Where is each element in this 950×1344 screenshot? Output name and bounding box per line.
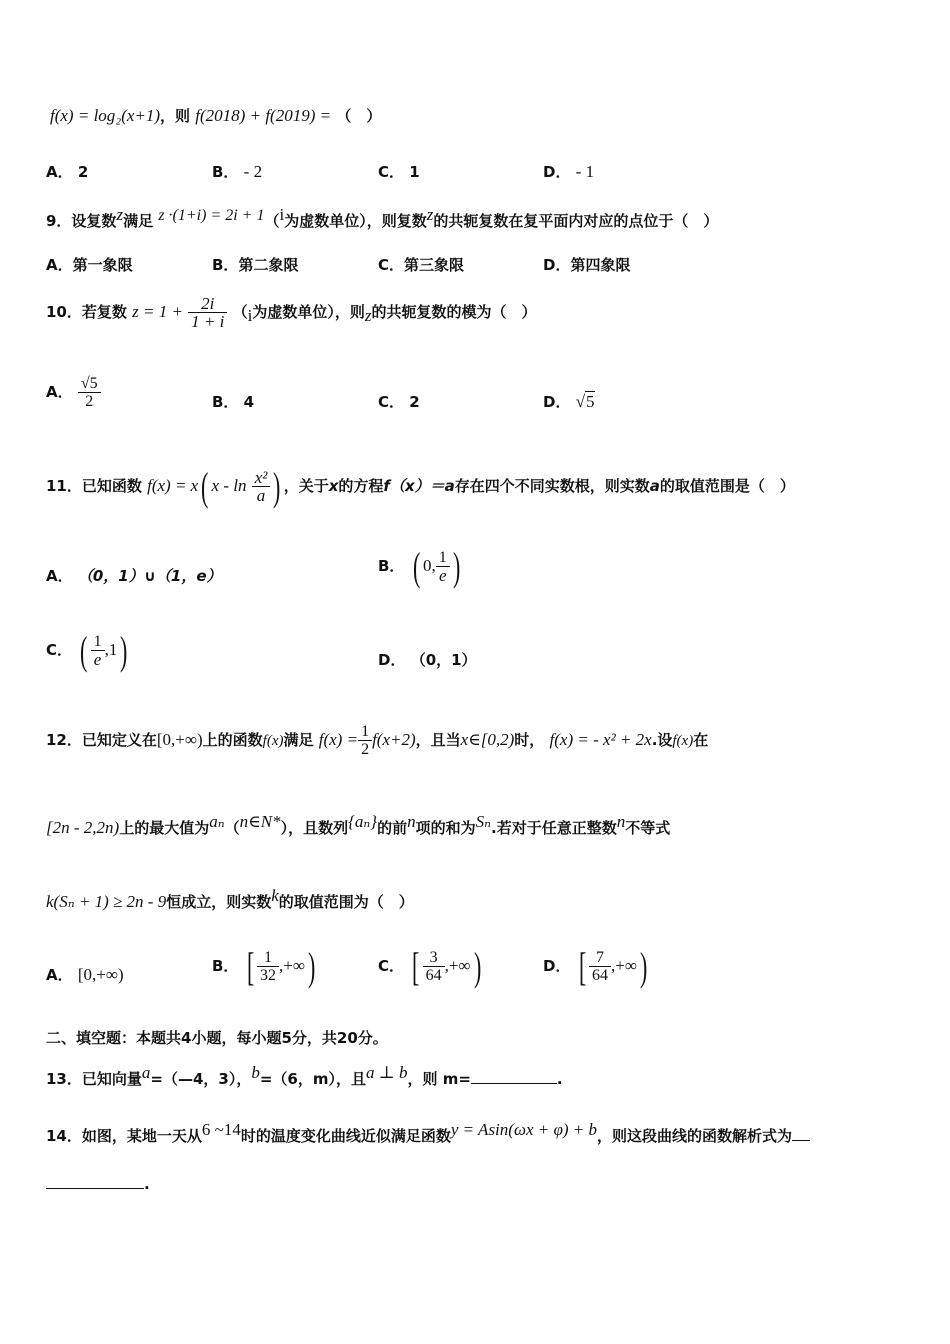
q9-stem — [46, 205, 718, 231]
var-z: z — [426, 205, 434, 224]
option-value: 第二象限 — [238, 256, 299, 274]
q14-function: y = Asin(ωx + φ) + b — [450, 1120, 597, 1139]
q12-text: 上的最大值为 — [119, 819, 210, 837]
q11-option-a[interactable] — [46, 566, 222, 586]
numerator: 1 — [361, 723, 370, 740]
q13-text: =（—4，3）， — [150, 1070, 252, 1088]
numerator: 3 — [429, 949, 438, 966]
denominator: 1 + i — [188, 312, 227, 330]
q12-text: 在 — [693, 731, 709, 749]
q12-text: 满足 — [283, 731, 314, 749]
var-i: i — [279, 205, 285, 224]
var-sn: Sₙ — [475, 812, 491, 831]
q13-answer-blank[interactable] — [471, 1069, 557, 1084]
right-paren: ) — [452, 543, 461, 589]
denominator: a — [252, 486, 271, 504]
q10-stem — [46, 292, 537, 336]
q12-option-b[interactable] — [212, 942, 318, 990]
q12-inequality: k(Sₙ + 1) ≥ 2n - 9 — [46, 892, 167, 911]
q12-text: 的前 — [377, 819, 408, 837]
denominator: 32 — [257, 966, 279, 984]
denominator: 2 — [78, 392, 101, 410]
q8-option-a[interactable] — [46, 162, 88, 182]
option-fraction — [589, 949, 611, 984]
option-letter: C． — [378, 163, 405, 181]
option-letter: D． — [378, 651, 406, 669]
q10-number: 10．若复数 — [46, 303, 127, 321]
q8-formula: f(x) = log₂(x+1) — [50, 106, 161, 125]
option-value: 2 — [77, 163, 89, 181]
left-bracket: [ — [246, 943, 255, 989]
q9-text: 满足 — [123, 212, 154, 230]
q10-lhs: z = 1 + — [132, 302, 183, 321]
q12-x-interval: x∈[0,2) — [460, 730, 515, 749]
q14-stem — [46, 1120, 810, 1146]
numerator: 7 — [596, 949, 605, 966]
right-paren: ) — [639, 943, 648, 989]
option-value: （0，1）∪（1，e） — [77, 567, 222, 585]
numerator: 1 — [438, 549, 447, 566]
q11-text: 的取值范围是（ ） — [659, 477, 795, 495]
q12-text: 不等式 — [625, 819, 671, 837]
option-fraction — [78, 375, 101, 410]
q9-option-c[interactable] — [378, 255, 464, 275]
q14-answer-blank-start[interactable] — [792, 1126, 810, 1141]
q12-half — [358, 723, 372, 758]
option-fraction — [91, 633, 105, 668]
q12-text: 时， — [514, 731, 545, 749]
q11-option-b[interactable] — [378, 543, 463, 589]
q10-fraction — [188, 295, 227, 330]
option-fraction — [436, 549, 450, 584]
option-post: ,+∞ — [444, 956, 471, 975]
q9-number: 9．设复数 — [46, 212, 117, 230]
q12-stem-line1 — [46, 716, 708, 765]
q11-number: 11．已知函数 — [46, 477, 142, 495]
q12-number: 12．已知定义在 — [46, 731, 157, 749]
var-i: i — [247, 306, 253, 325]
q8-option-c[interactable] — [378, 162, 420, 182]
numerator: √5 — [80, 375, 98, 392]
q13-text: ，则 m= — [407, 1070, 471, 1088]
q9-option-d[interactable] — [543, 255, 630, 275]
q12-sequence: {aₙ} — [348, 812, 378, 831]
q13-perpendicular: a ⊥ b — [365, 1063, 408, 1082]
left-paren: ( — [412, 543, 421, 589]
q12-eq-left: f(x) = — [318, 730, 359, 749]
q11-option-d[interactable] — [378, 650, 477, 670]
var-z: z — [364, 306, 372, 325]
option-value: 2 — [409, 393, 420, 411]
denominator: e — [436, 566, 450, 584]
option-pre: 0, — [423, 556, 436, 575]
option-letter: D． — [543, 256, 571, 274]
option-value: 第四象限 — [570, 256, 631, 274]
q12-text: 上的函数 — [202, 731, 263, 749]
q14-time-range: 6 ~14 — [201, 1120, 241, 1139]
q14-stem-line2 — [46, 1174, 150, 1194]
q12-text: （ — [224, 819, 240, 837]
option-letter: B． — [212, 256, 239, 274]
option-letter: C． — [378, 393, 405, 411]
q12-stem-line2 — [46, 812, 670, 838]
option-letter: B． — [212, 393, 239, 411]
option-letter: A． — [46, 256, 73, 274]
option-letter: C． — [378, 256, 405, 274]
right-paren: ) — [473, 943, 481, 989]
q8-stem — [50, 106, 381, 126]
q10-text: 的共轭复数的模为（ ） — [371, 303, 537, 321]
q12-option-d[interactable] — [543, 942, 650, 990]
right-paren: ) — [273, 463, 281, 509]
left-paren: ( — [80, 627, 88, 673]
q11-text: 的方程 — [338, 477, 384, 495]
q12-n-natural: n∈N* — [239, 812, 281, 831]
right-paren: ) — [307, 943, 316, 989]
q12-fx: f(x) — [262, 733, 284, 749]
option-value: 第一象限 — [72, 256, 133, 274]
numerator: x² — [254, 468, 268, 487]
q12-option-c[interactable] — [378, 942, 484, 990]
q8-option-d[interactable] — [543, 162, 594, 182]
q11-stem — [46, 462, 795, 510]
var-z: z — [116, 205, 124, 224]
q8-text: ，则 — [160, 107, 191, 125]
numerator: 1 — [264, 949, 272, 966]
option-value: （0，1） — [410, 651, 477, 669]
q12-text: .若对于任意正整数 — [491, 819, 617, 837]
option-letter: B． — [212, 957, 239, 975]
q12-stem-line3 — [46, 886, 414, 912]
left-bracket: [ — [412, 943, 420, 989]
q10-option-d[interactable] — [543, 382, 595, 422]
q12-text: 的取值范围为（ ） — [278, 893, 414, 911]
q12-definition: f(x) = - x² + 2x — [549, 730, 652, 749]
q12-text: 恒成立，则实数 — [166, 893, 272, 911]
q10-option-a[interactable] — [46, 372, 101, 412]
denominator: e — [91, 650, 105, 668]
q11-option-c[interactable] — [46, 627, 131, 673]
option-post: ,+∞ — [611, 956, 637, 975]
option-value: - 1 — [575, 162, 595, 181]
option-letter: A． — [46, 966, 73, 984]
q10-option-b[interactable] — [212, 382, 254, 422]
option-letter: A． — [46, 383, 73, 401]
q9-text: （ — [264, 212, 280, 230]
q12-text: ），且数列 — [280, 819, 349, 837]
q12-interval: [2n - 2,2n) — [46, 818, 120, 837]
section-heading: 二、填空题：本题共4小题，每小题5分，共20分。 — [46, 1029, 388, 1047]
q12-eq-right: f(x+2) — [372, 730, 416, 749]
q8-option-b[interactable] — [212, 162, 262, 182]
q12-text: .设 — [651, 731, 673, 749]
q13-stem — [46, 1063, 563, 1089]
option-value: [0,+∞) — [77, 965, 124, 984]
q12-text: ，且当 — [415, 731, 461, 749]
option-value: 1 — [409, 163, 420, 181]
q10-text: （ — [232, 303, 248, 321]
numerator: 1 — [93, 633, 102, 650]
var-an: aₙ — [209, 812, 225, 831]
denominator: 2 — [358, 740, 372, 758]
q9-text: 的共轭复数在复平面内对应的点位于（ ） — [433, 212, 719, 230]
q14-end: . — [144, 1175, 150, 1193]
option-fraction — [423, 949, 445, 984]
option-value: 4 — [243, 393, 255, 411]
option-letter: A． — [46, 163, 73, 181]
option-letter: C． — [378, 957, 405, 975]
option-letter: A． — [46, 567, 73, 585]
vector-a: a — [141, 1063, 151, 1082]
option-value: - 2 — [243, 162, 263, 181]
option-post: ,1 — [104, 640, 118, 659]
vector-b: b — [251, 1063, 260, 1082]
q10-option-c[interactable] — [378, 382, 420, 422]
q9-equation: z ·(1+i) = 2i + 1 — [158, 207, 265, 224]
q12-text: 项的和为 — [415, 819, 476, 837]
q11-text: 存在四个不同实数根，则实数 — [454, 477, 650, 495]
q11-fraction — [252, 469, 271, 504]
option-letter: D． — [543, 957, 571, 975]
var-a: a — [649, 477, 660, 495]
q8-answer-paren: （ ） — [336, 107, 382, 125]
q12-option-a[interactable] — [46, 965, 124, 985]
numerator: 2i — [201, 294, 215, 313]
option-letter: B． — [212, 163, 239, 181]
var-k: k — [271, 886, 279, 905]
q9-option-a[interactable] — [46, 255, 133, 275]
sqrt-expression: √5 — [575, 392, 595, 411]
q11-function: f(x) = x — [147, 476, 199, 495]
left-bracket: [ — [578, 943, 587, 989]
q13-text: =（6，m），且 — [259, 1070, 366, 1088]
q14-text: ，则这段曲线的函数解析式为 — [597, 1127, 793, 1145]
option-letter: D． — [543, 393, 571, 411]
option-fraction — [257, 949, 279, 984]
var-n: n — [616, 812, 626, 831]
option-letter: C． — [46, 641, 73, 659]
q11-text: ，关于 — [283, 477, 329, 495]
radicand: 5 — [586, 392, 595, 411]
option-value: 第三象限 — [404, 256, 465, 274]
var-x: x — [328, 477, 339, 495]
denominator: 64 — [423, 966, 445, 984]
q9-text: 为虚数单位），则复数 — [284, 212, 427, 230]
q9-option-b[interactable] — [212, 255, 298, 275]
q8-expr: f(2018) + f(2019) = — [195, 106, 332, 125]
var-n: n — [407, 812, 416, 831]
q10-text: 为虚数单位），则 — [252, 303, 365, 321]
left-paren: ( — [201, 463, 209, 509]
q12-domain: [0,+∞) — [156, 730, 203, 749]
q11-equation: f（x）＝a — [383, 477, 455, 495]
denominator: 64 — [589, 966, 611, 984]
q13-number: 13．已知向量 — [46, 1070, 142, 1088]
option-post: ,+∞ — [279, 956, 305, 975]
option-letter: D． — [543, 163, 571, 181]
q13-end: . — [556, 1070, 563, 1088]
q11-inner: x - ln — [211, 476, 247, 495]
option-letter: B． — [378, 557, 405, 575]
right-paren: ) — [120, 627, 128, 673]
q14-answer-blank[interactable] — [46, 1174, 144, 1189]
q14-text: 时的温度变化曲线近似满足函数 — [240, 1127, 451, 1145]
q12-fx: f(x) — [672, 733, 694, 749]
q14-number: 14．如图，某地一天从 — [46, 1127, 202, 1145]
